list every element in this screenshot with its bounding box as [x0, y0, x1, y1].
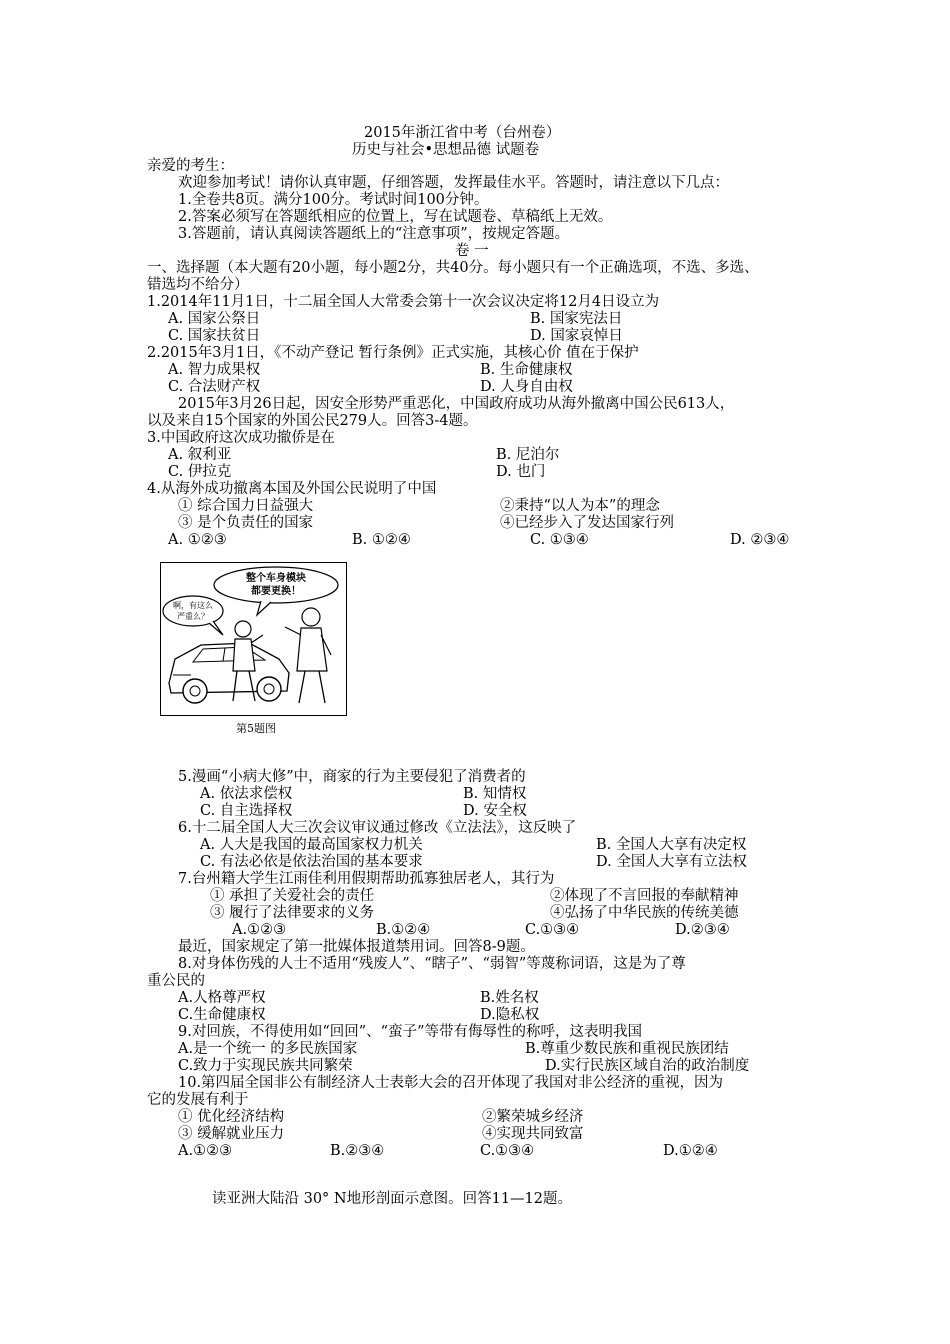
q2-option-d: D. 人身自由权 — [480, 379, 573, 395]
q7-statement-1: ① 承担了关爱社会的责任 — [210, 888, 375, 904]
q10-stem: 10.第四届全国非公有制经济人士表彰大会的召开体现了我国对非公经济的重视，因为 — [178, 1075, 724, 1091]
q10-option-a: A.①②③ — [178, 1143, 233, 1159]
q6-option-a: A. 人大是我国的最高国家权力机关 — [200, 837, 423, 853]
note-3: 3.答题前，请认真阅读答题纸上的“注意事项”，按规定答题。 — [178, 226, 570, 242]
volume-heading: 卷 一 — [455, 243, 489, 259]
q4-statement-1: ① 综合国力日益强大 — [178, 498, 314, 514]
q7-statement-2: ②体现了不言回报的奉献精神 — [550, 888, 739, 904]
material-8-9: 最近，国家规定了第一批媒体报道禁用词。回答8-9题。 — [178, 939, 535, 955]
cartoon-figure — [160, 562, 347, 716]
q1-stem: 1.2014年11月1日，十二届全国人大常委会第十一次会议决定将12月4日设立为 — [147, 294, 660, 310]
section-heading: 一、选择题（本大题有20小题，每小题2分，共40分。每小题只有一个正确选项，不选、多选、 — [147, 260, 759, 276]
q8-stem-cont: 重公民的 — [147, 973, 205, 989]
q2-option-c: C. 合法财产权 — [168, 379, 261, 395]
q4-option-c: C. ①③④ — [530, 532, 589, 548]
q9-option-c: C.致力于实现民族共同繁荣 — [178, 1058, 353, 1074]
q4-statement-3: ③ 是个负责任的国家 — [178, 515, 314, 531]
q4-option-d: D. ②③④ — [730, 532, 790, 548]
q4-option-a: A. ①②③ — [168, 532, 227, 548]
q5-option-b: B. 知情权 — [463, 786, 527, 802]
q1-option-d: D. 国家哀悼日 — [530, 328, 623, 344]
q8-option-d: D.隐私权 — [480, 1007, 540, 1023]
q7-option-a: A.①②③ — [232, 922, 287, 938]
section-heading-cont: 错选均不给分） — [147, 277, 249, 293]
q10-option-b: B.②③④ — [330, 1143, 385, 1159]
q5-option-c: C. 自主选择权 — [200, 803, 293, 819]
material-3-4-cont: 以及来自15个国家的外国公民279人。回答3-4题。 — [147, 413, 478, 429]
q6-stem: 6.十二届全国人大三次会议审议通过修改《立法法》，这反映了 — [178, 820, 577, 836]
q4-statement-2: ②秉持“以人为本”的理念 — [500, 498, 660, 514]
q2-stem: 2.2015年3月1日，《不动产登记 暂行条例》正式实施，其核心价 值在于保护 — [147, 345, 639, 361]
q8-option-c: C.生命健康权 — [178, 1007, 266, 1023]
bubble-right-line2: 都要更换！ — [251, 586, 301, 597]
figure-caption: 第5题图 — [236, 722, 276, 735]
q8-stem: 8.对身体伤残的人士不适用“残废人”、“瞎子”、“弱智”等蔑称词语，这是为了尊 — [178, 956, 686, 972]
q6-option-c: C. 有法必依是依法治国的基本要求 — [200, 854, 423, 870]
bubble-left-line2: 严重么？ — [177, 612, 209, 621]
q3-option-d: D. 也门 — [496, 464, 546, 480]
q7-statement-4: ④弘扬了中华民族的传统美德 — [550, 905, 739, 921]
q9-option-d: D.实行民族区域自治的政治制度 — [545, 1058, 750, 1074]
q5-stem: 5.漫画“小病大修”中，商家的行为主要侵犯了消费者的 — [178, 769, 526, 785]
page-subtitle: 历史与社会•思想品德 试题卷 — [352, 142, 540, 158]
q7-stem: 7.台州籍大学生江雨佳利用假期帮助孤寡独居老人，其行为 — [178, 871, 555, 887]
q9-stem: 9.对回族，不得使用如“回回”、“蛮子”等带有侮辱性的称呼，这表明我国 — [178, 1024, 642, 1040]
q2-option-a: A. 智力成果权 — [168, 362, 261, 378]
q7-option-d: D.②③④ — [675, 922, 730, 938]
material-11-12: 读亚洲大陆沿 30° N地形剖面示意图。回答11—12题。 — [212, 1191, 573, 1207]
q8-option-a: A.人格尊严权 — [178, 990, 266, 1006]
q7-option-b: B.①②④ — [376, 922, 431, 938]
q10-statement-2: ②繁荣城乡经济 — [482, 1109, 584, 1125]
q10-statement-4: ④实现共同致富 — [482, 1126, 584, 1142]
q6-option-d: D. 全国人大享有立法权 — [596, 854, 747, 870]
q1-option-a: A. 国家公祭日 — [168, 311, 261, 327]
q4-option-b: B. ①②④ — [352, 532, 411, 548]
note-1: 1.全卷共8页。满分100分。考试时间100分钟。 — [178, 192, 489, 208]
q7-statement-3: ③ 履行了法律要求的义务 — [210, 905, 375, 921]
q2-option-b: B. 生命健康权 — [480, 362, 573, 378]
q6-option-b: B. 全国人大享有决定权 — [596, 837, 747, 853]
q3-option-a: A. 叙利亚 — [168, 447, 232, 463]
q5-option-a: A. 依法求偿权 — [200, 786, 293, 802]
q3-stem: 3.中国政府这次成功撤侨是在 — [147, 430, 335, 446]
q1-option-c: C. 国家扶贫日 — [168, 328, 261, 344]
q10-option-c: C.①③④ — [480, 1143, 535, 1159]
q8-option-b: B.姓名权 — [480, 990, 539, 1006]
q4-stem: 4.从海外成功撤离本国及外国公民说明了中国 — [147, 481, 437, 497]
q10-option-d: D.①②④ — [663, 1143, 718, 1159]
greeting: 亲爱的考生： — [147, 158, 234, 174]
bubble-right-line1: 整个车身模块 — [246, 573, 306, 584]
q10-statement-3: ③ 缓解就业压力 — [178, 1126, 285, 1142]
q9-option-a: A.是一个统一 的多民族国家 — [178, 1041, 358, 1057]
q10-statement-1: ① 优化经济结构 — [178, 1109, 285, 1125]
welcome-text: 欢迎参加考试！请你认真审题，仔细答题，发挥最佳水平。答题时，请注意以下几点： — [178, 175, 729, 191]
bubble-left-line1: 啊，有这么 — [173, 601, 213, 610]
note-2: 2.答案必须写在答题纸相应的位置上，写在试题卷、草稿纸上无效。 — [178, 209, 613, 225]
q4-statement-4: ④已经步入了发达国家行列 — [500, 515, 674, 531]
q7-option-c: C.①③④ — [525, 922, 580, 938]
material-3-4: 2015年3月26日起，因安全形势严重恶化，中国政府成功从海外撤离中国公民613人， — [178, 396, 735, 412]
q9-option-b: B.尊重少数民族和重视民族团结 — [525, 1041, 729, 1057]
q5-option-d: D. 安全权 — [463, 803, 527, 819]
q3-option-c: C. 伊拉克 — [168, 464, 232, 480]
q10-stem-cont: 它的发展有利于 — [147, 1092, 249, 1108]
q1-option-b: B. 国家宪法日 — [530, 311, 623, 327]
q3-option-b: B. 尼泊尔 — [496, 447, 560, 463]
page-title: 2015年浙江省中考（台州卷） — [364, 125, 561, 141]
cartoon-illustration — [161, 563, 346, 715]
